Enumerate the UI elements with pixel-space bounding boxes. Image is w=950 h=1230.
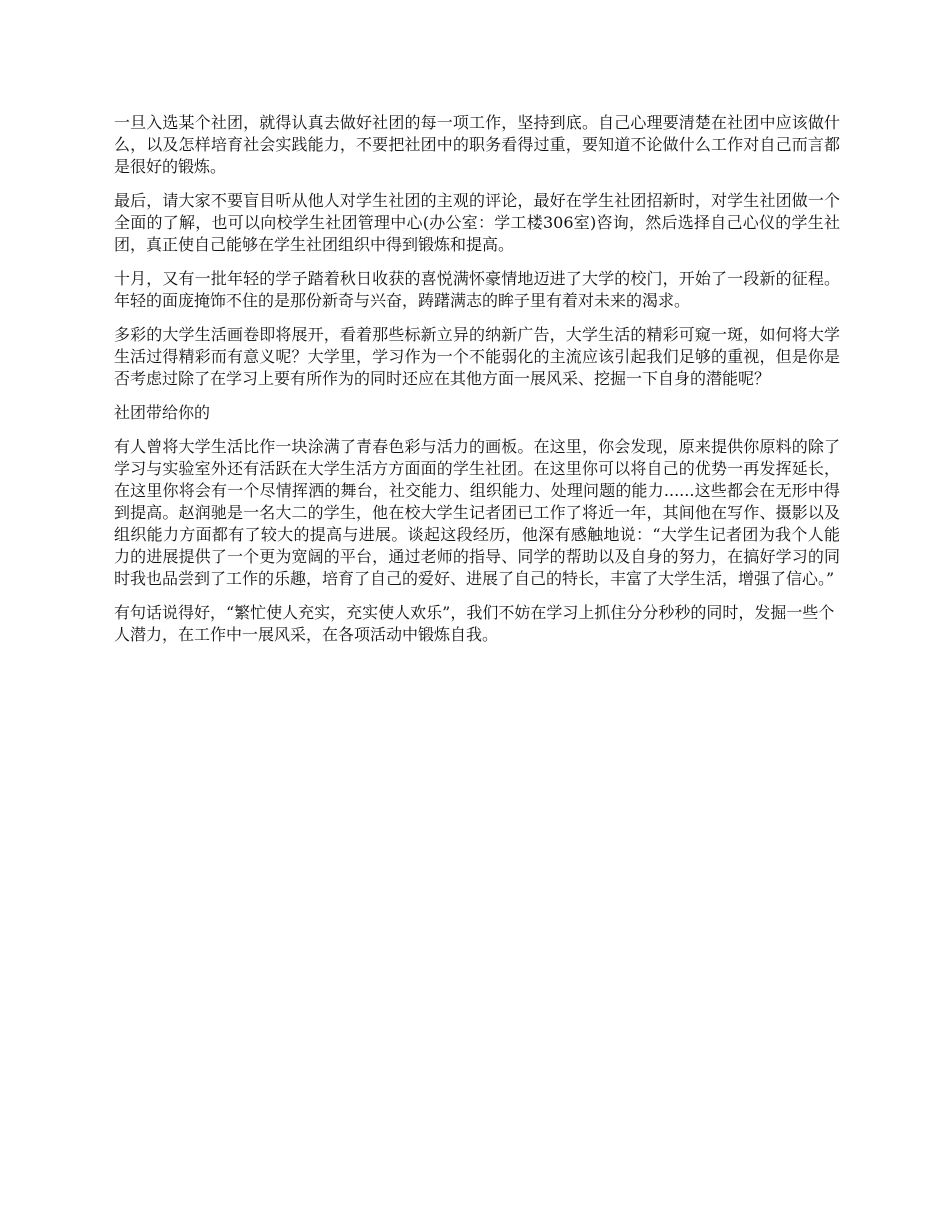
document-page (114, 112, 840, 658)
paragraph-3: 十月，又有一批年轻的学子踏着秋日收获的喜悦满怀豪情地迈进了大学的校门，开始了一段新的征程。年轻的面庞掩饰不住的是那份新奇与兴奋，踌躇满志的眸子里有着对未来的渴求。 (114, 269, 840, 310)
paragraph-4: 多彩的大学生活画卷即将展开，看着那些标新立异的纳新广告，大学生活的精彩可窥一斑，如何将大学生活过得精彩而有意义呢？大学里，学习作为一个不能弱化的主流应该引起我们足够的重视，但是你是否考虑过除了在学习上要有所作为的同时还应在其他方面一展风采、挖掘一下自身的潜能呢？ (114, 325, 840, 388)
section-heading: 社团带给你的 (114, 403, 211, 422)
paragraph-1: 一旦入选某个社团，就得认真去做好社团的每一项工作，坚持到底。自己心理要清楚在社团中应该做什么，以及怎样培育社会实践能力，不要把社团中的职务看得过重，要知道不论做什么工作对自己而言都是很好的锻炼。 (114, 113, 840, 176)
paragraph-2: 最后，请大家不要盲目听从他人对学生社团的主观的评论，最好在学生社团招新时，对学生社团做一个全面的了解，也可以向校学生社团管理中心(办公室：学工楼306室)咨询，然后选择自己心仪的学生社团，真正使自己能够在学生社团组织中得到锻炼和提高。 (114, 191, 840, 254)
paragraph-6: 有句话说得好，“繁忙使人充实，充实使人欢乐”，我们不妨在学习上抓住分分秒秒的同时，发掘一些个人潜力，在工作中一展风采，在各项活动中锻炼自我。 (114, 603, 835, 644)
paragraph-5: 有人曾将大学生活比作一块涂满了青春色彩与活力的画板。在这里，你会发现，原来提供你原料的除了学习与实验室外还有活跃在大学生活方方面面的学生社团。在这里你可以将自己的优势一再发挥延长，在这里你将会有一个尽情挥洒的舞台，社交能力、组织能力、处理问题的能力......这些都会在无形中得到提高。赵润驰是一名大二的学生，他在校大学生记者团已工作了将近一年，其间他在写作、摄影以及组织能力方面都有了较大的提高与进展。谈起这段经历，他深有感触地说：“大学生记者团为我个人能力的进展提供了一个更为宽阔的平台，通过老师的指导、同学的帮助以及自身的努力，在搞好学习的同时我也品尝到了工作的乐趣，培育了自己的爱好、进展了自己的特长，丰富了大学生活，增强了信心。” (114, 437, 840, 588)
